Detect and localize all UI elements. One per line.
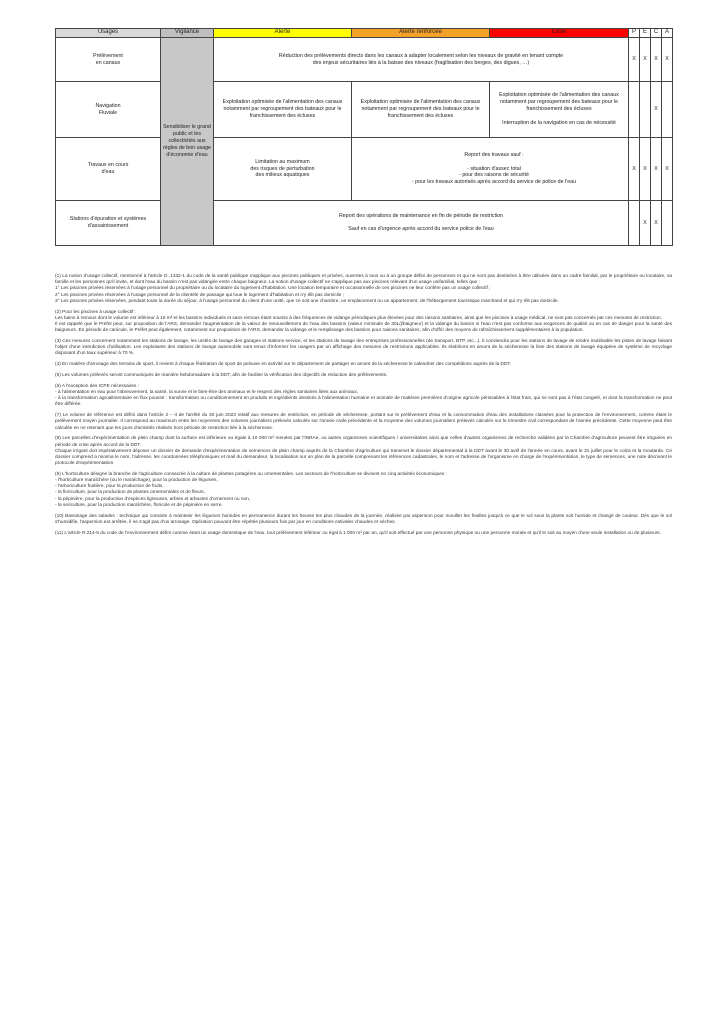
- table-row: [56, 138, 673, 201]
- table-row: [56, 201, 673, 246]
- e-cell: X: [640, 138, 651, 201]
- footnote-4: (4) En matière d'arrosage des terrains de sport, il revient à chaque fédération de sport de pelouse en activité sur le département de partager en amont de la sécheresse le calendrier des compétitions auprès de la DDT.: [55, 362, 512, 368]
- footnotes: [55, 274, 672, 542]
- p-cell: X: [629, 38, 640, 82]
- footnote-9: (9) L'horticulture désigne la branche de l'agriculture consacrée à la culture de plantes potagères ou ornementales. Les secteurs de l'horticulture se divisent en cinq activités économiques : - l'horticulture maraîchère (ou le maraîchage), pour la production de légumes, - l'arboriculture fruitière, pour la production de fruits, - la floriculture, pour la production de plantes ornementales et de fleurs, - la pépinière, pour la production d'espèces ligneuses, arbres et arbustes d'ornement ou non, - la sericulture, pour la production maraîchère, floricole et de pépinière en serre.: [55, 471, 447, 508]
- a-cell: X: [662, 138, 673, 201]
- footnote-8: (8) Les parcelles d'expérimentation de plein champ dont la surface est inférieure ou égale à 10 000 m² menées par l'INRAe, ou autres organismes scientifiques / universitaires ainsi que celles d'autres organismes de recherche validées par la Chambre d'agriculture peuvent être irriguées en période de crise après accord de la DDT. Chaque irrigant doit impérativement déposer un dossier de demande d'expérimentation de semences de plein champ auprès de la Chambre d'agriculture qui transmet le dossier départemental à la DDT avant le 30 avril de l'année en cours, avant le 31 juillet pour le colza et la moutarde. Ce dossier comprend a minima le nom, l'adresse, les coordonnées téléphoniques et mail du demandeur, la localisation sur un plan de la parcelle comprenant les références cadastrales, le nom et l'adresse de l'organisme en charge de l'expérimentation, le type de semences, une note décrivant le protocole d'expérimentation.: [55, 436, 672, 467]
- header-alerte-renforcee: Alerte renforcée: [352, 29, 490, 38]
- table-row: [56, 82, 673, 138]
- a-cell: [662, 201, 673, 246]
- restriction-table: [55, 28, 673, 246]
- footnote-7: (7) Le volume de référence est défini dans l'article 2 – II de l'arrêté du 30 juin 2023 relatif aux mesures de restriction, en période de sécheresse, portant sur le prélèvement d'eau et la consommation d'eau des installations classées pour la protection de l'environnement, comme étant le prélèvement moyen journalier. Il correspond au maximum entre les moyennes des volumes journaliers prélevés calculés sur l'année civile précédente et la moyenne des volumes journaliers prélevés calculés sur le trimestre civil correspondant de l'année précédente. Cette moyenne peut être calculée en ne retenant que les jours d'activités réalisés hors période de restriction liée à la sécheresse.: [55, 413, 672, 431]
- footnote-6: (6) A l'exception des ICPE nécessaires : - à l'alimentation en eau pour l'abreuvement, la santé, la survie et le bien-être des animaux et le respect des règles sanitaires liées aux animaux, - à la transformation agroalimentaire en flux poussé : transformation ou conditionnement en produits et ingrédients destinés à l'alimentation humaine et animale de matières premières d'origine agricole périssables à l'état frais, qui ne sont pas à l'état congelé, et dont la transformation ne peut être différée.: [55, 383, 672, 408]
- header-row: [56, 29, 673, 38]
- table-row: [56, 38, 673, 82]
- header-vigilance: Vigilance: [161, 29, 214, 38]
- header-c: C: [651, 29, 662, 38]
- usage-cell: Navigation Fluviale: [56, 82, 161, 138]
- e-cell: [640, 82, 651, 138]
- usage-cell: Prélèvement en canaux: [56, 38, 161, 82]
- report-cell: Report des travaux sauf : - situation d'assec total - pour des raisons de sécurité - pour les travaux autorisés après accord du service de police de l'eau: [352, 138, 629, 201]
- measure-cell: Réduction des prélèvements directs dans les canaux à adapter localement selon les niveaux de gravité en tenant compte des enjeux sécuritaires liés à la baisse des niveaux (fragilisation des berges, des digues, …): [214, 38, 629, 82]
- footnote-3: (3) Ces mesures concernent notamment les stations de lavage, les unités de lavage des garages et stations-service, et les stations de lavage des entreprises professionnelles (de transport, BTP, etc...). Il conviendra pour les stations de lavage de rendre inutilisable les pistes de lavage faisant l'objet d'une interdiction d'utilisation. Les exploitants des stations de lavage automobile sont tenus d'informer les usagers par un affichage des mesures de restrictions applicables. Ils établiront en amont de la sécheresse la liste des stations de lavage équipées de système de recyclage disposant d'un taux supérieur à 70 %.: [55, 338, 672, 357]
- alerte-renforcee-cell: Exploitation optimisée de l'alimentation des canaux notamment par regroupement des bateaux pour le franchissement des écluses: [352, 82, 490, 138]
- vigilance-cell: Sensibiliser le grand public et les collectivités aux règles de bon usage d'économie d'eau: [161, 38, 214, 246]
- alerte-cell: Limitation au maximum des risques de perturbation des milieux aquatiques: [214, 138, 352, 201]
- c-cell: X: [651, 82, 662, 138]
- c-cell: X: [651, 38, 662, 82]
- footnote-5: (5) Les volumes prélevés seront communiqués de manière hebdomadaire à la DDT, afin de faciliter la vérification des objectifs de réduction des prélèvements.: [55, 372, 388, 378]
- usage-cell: Travaux en cours d'eau: [56, 138, 161, 201]
- a-cell: [662, 82, 673, 138]
- alerte-cell: Exploitation optimisée de l'alimentation des canaux notamment par regroupement des bateaux pour le franchissement des écluses: [214, 82, 352, 138]
- footnote-1: (1) La notion d'usage collectif, mentionné à l'article D. 1332-1 du code de la santé publique s'applique aux piscines publiques et privées, ouvertes à tous ou à un groupe défini de personnes et qui ne sont pas destinées à être utilisées dans un cadre familial, par le propriétaire ou locataire, sa famille et les personnes qu'il invite, et dont l'eau du bassin n'est pas vidangée entre chaque baigneur. La notion d'usage collectif ne s'applique pas aux piscines relevant d'un usage unifamilial, telles que : 1° Les piscines privées réservées à l'usage personnel du propriétaire ou du locataire du logement d'habitation. Une location temporaire et occasionnelle de ces piscines ne leur confère pas un usage collectif ; 2° Les piscines privées réservées à l'usage personnel de la clientèle de passage qui loue le logement d'habitation et n'y élit pas domicile ; 3° Les piscines privées réservées, pendant toute la durée du séjour, à l'usage personnel du client d'une unité, que ce soit une chambre, un emplacement ou un appartement, de l'hébergement touristique marchand et qui n'y élit pas domicile.: [55, 274, 672, 304]
- c-cell: X: [651, 201, 662, 246]
- c-cell: X: [651, 138, 662, 201]
- measure-cell: Report des opérations de maintenance en fin de période de restriction Sauf en cas d'urgence après accord du service police de l'eau: [214, 201, 629, 246]
- crise-cell: Exploitation optimisée de l'alimentation des canaux notamment par regroupement des bateaux pour le franchissement des écluses Interruption de la navigation en cas de nécessité: [490, 82, 629, 138]
- header-alerte: Alerte: [214, 29, 352, 38]
- e-cell: X: [640, 38, 651, 82]
- footnote-10: (10) Bassinage des salades : technique qui consiste à maintenir les légumes humides en permanence durant les heures les plus chaudes de la journée, réalisée par aspersion pour mouiller les feuilles jusqu'à ce que le sol sous la plante soit humide et changé de couleur. Dès que le sol s'humidifie, l'aspersion est arrêtée, il ne s'agit pas d'un arrosage. Opération pouvant être répétée plusieurs fois par jour en conditions estivales chaudes et sèches.: [55, 513, 672, 525]
- p-cell: [629, 201, 640, 246]
- e-cell: X: [640, 201, 651, 246]
- p-cell: [629, 82, 640, 138]
- p-cell: X: [629, 138, 640, 201]
- header-e: E: [640, 29, 651, 38]
- header-crise: Crise: [490, 29, 629, 38]
- footnote-11: (11) L'article R.214-5 du code de l'environnement défini comme étant un usage domestique de l'eau, tout prélèvement inférieur ou égal à 1 000 m³ par an, qu'il soit effectué par une personne physique ou une personne morale et qu'il le soit au moyen d'une seule installation ou de plusieurs.: [55, 530, 661, 536]
- footnote-2: (2) Pour les piscines à usage collectif : Les bains à remous dont le volume est inférieur à 10 m³ et les bassins individuels et sans remous étant soumis à des fréquences de vidange périodiques plus élevées pour des raisons sanitaires, ainsi que les piscines à usage médical, ne sont pas concernés par ces mesures de restriction. Il est rappelé que le Préfet peut, sur proposition de l'ARS, demander l'augmentation de la valeur de renouvellement de l'eau des bassins (valeur minimale de 30L/j/baigneur) et la vidange du bassin si l'eau n'est pas conforme aux exigences de qualité ou en cas de danger pour la santé des baigneurs. En période de canicule, le Préfet peut également, notamment sur proposition de l'ARS, demander la vidange et le remplissage des bassins pour raisons sanitaires, afin d'offrir des moyens de rafraîchissement supplémentaires à la population.: [55, 309, 672, 334]
- usage-cell: Stations d'épuration et systèmes d'assainissement: [56, 201, 161, 246]
- header-p: P: [629, 29, 640, 38]
- header-a: A: [662, 29, 673, 38]
- a-cell: X: [662, 38, 673, 82]
- header-usages: Usages: [56, 29, 161, 38]
